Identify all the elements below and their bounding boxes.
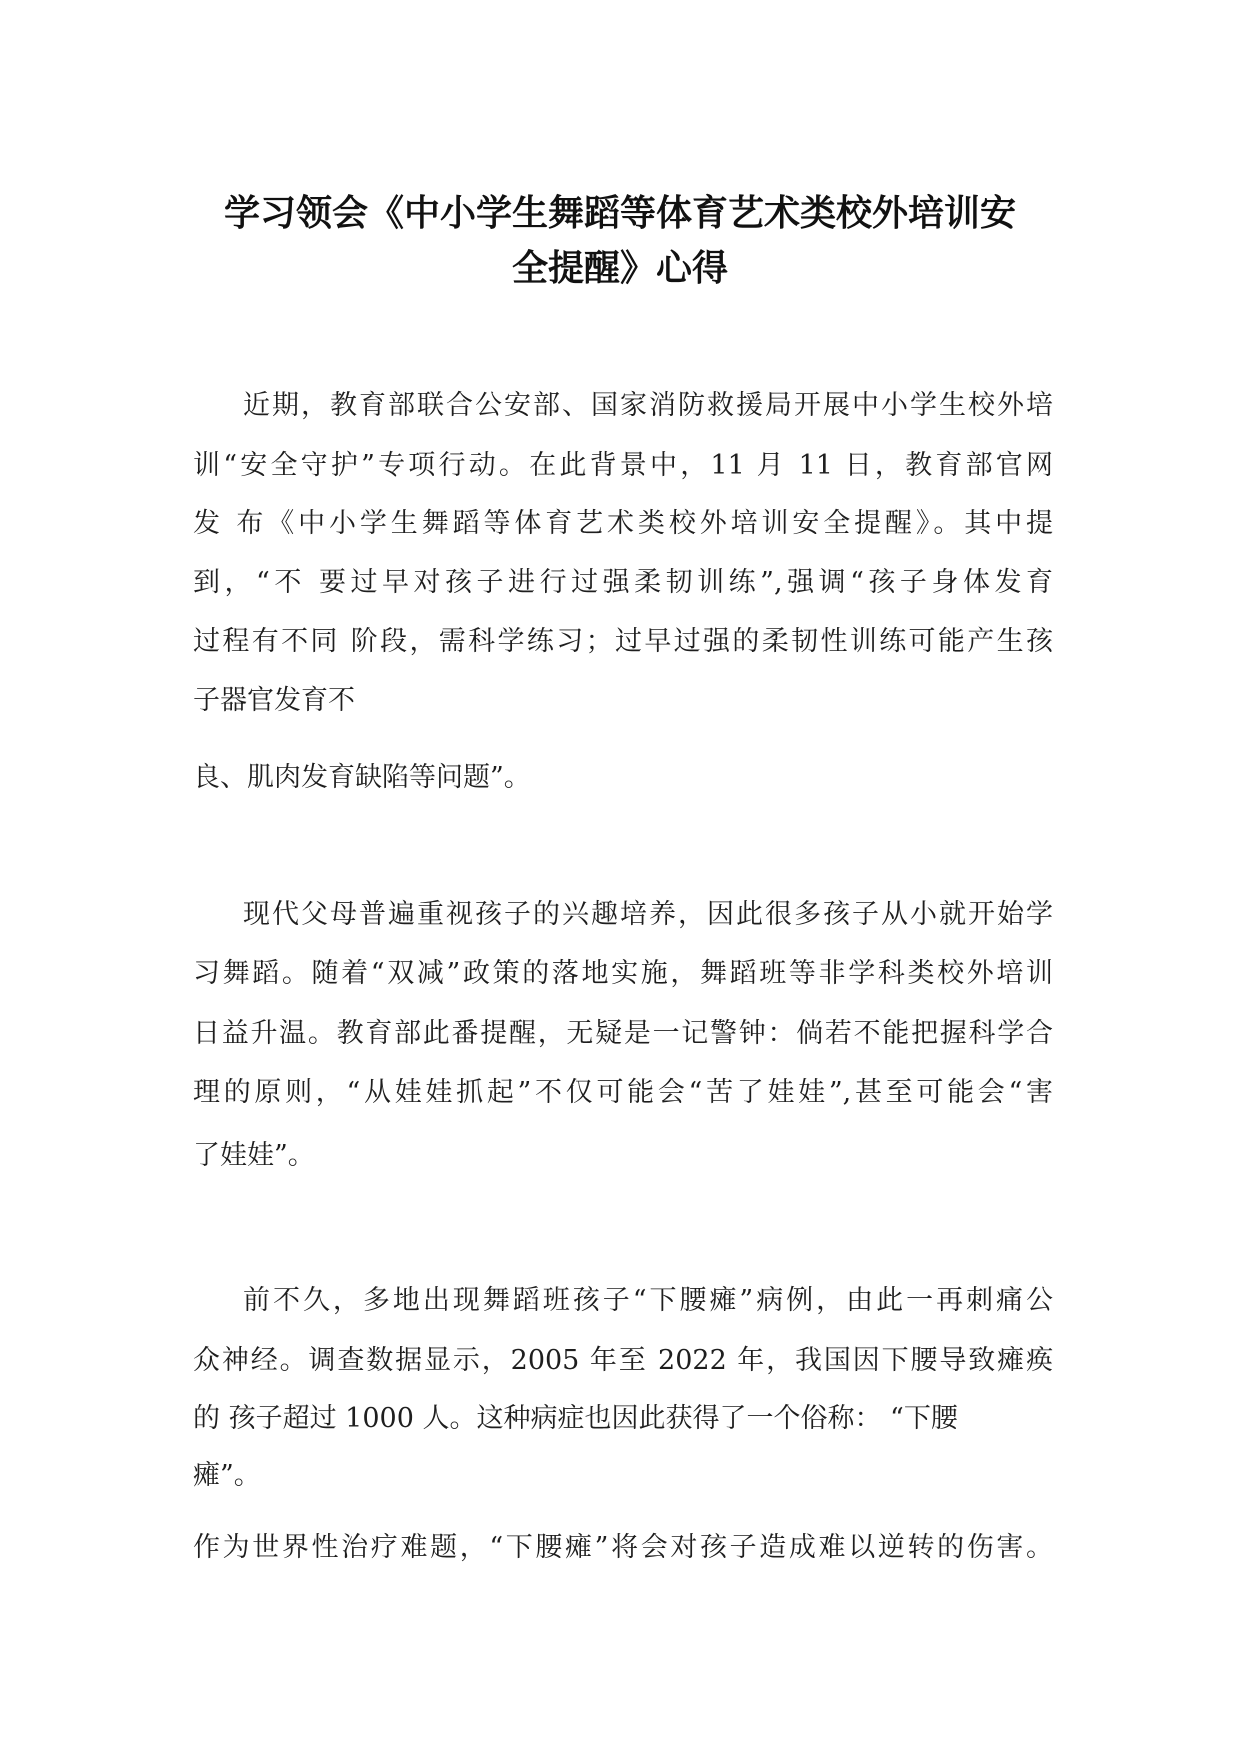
paragraph-line: 过程有不同 阶段，需科学练习；过早过强的柔韧性训练可能产生孩 bbox=[193, 626, 1053, 657]
paragraph-line: 了娃娃”。 bbox=[193, 1140, 315, 1171]
paragraph-line: 习舞蹈。随着“双减”政策的落地实施，舞蹈班等非学科类校外培训 bbox=[193, 958, 1053, 989]
paragraph-line: 发 布《中小学生舞蹈等体育艺术类校外培训安全提醒》。其中提 bbox=[193, 508, 1053, 539]
paragraph-line: 近期，教育部联合公安部、国家消防救援局开展中小学生校外培 bbox=[243, 390, 1053, 421]
document-title-line-2: 全提醒》心得 bbox=[511, 248, 728, 289]
paragraph-line: 子器官发育不 bbox=[193, 685, 355, 716]
paragraph-line: 理的原则，“从娃娃抓起”不仅可能会“苦了娃娃”,甚至可能会“害 bbox=[193, 1077, 1053, 1108]
paragraph-line: 日益升温。教育部此番提醒，无疑是一记警钟：倘若不能把握科学合 bbox=[193, 1018, 1053, 1049]
paragraph-line: 训“安全守护”专项行动。在此背景中，11 月 11 日，教育部官网 bbox=[193, 450, 1053, 481]
paragraph-line: 众神经。调查数据显示，2005 年至 2022 年，我国因下腰导致瘫痪 bbox=[193, 1345, 1053, 1376]
paragraph-line: 现代父母普遍重视孩子的兴趣培养，因此很多孩子从小就开始学 bbox=[243, 899, 1053, 930]
paragraph-line: 前不久，多地出现舞蹈班孩子“下腰瘫”病例，由此一再刺痛公 bbox=[243, 1285, 1053, 1316]
paragraph-line: 到，“不 要过早对孩子进行过强柔韧训练”,强调“孩子身体发育 bbox=[193, 567, 1053, 598]
paragraph-line: 作为世界性治疗难题，“下腰瘫”将会对孩子造成难以逆转的伤害。 bbox=[193, 1532, 1053, 1563]
paragraph-line: 的 孩子超过 1000 人。这种病症也因此获得了一个俗称： “下腰 bbox=[193, 1403, 958, 1434]
paragraph-line: 瘫”。 bbox=[193, 1460, 261, 1491]
paragraph-line: 良、肌肉发育缺陷等问题”。 bbox=[193, 762, 531, 793]
document-title-line-1: 学习领会《中小学生舞蹈等体育艺术类校外培训安 bbox=[223, 193, 1016, 234]
